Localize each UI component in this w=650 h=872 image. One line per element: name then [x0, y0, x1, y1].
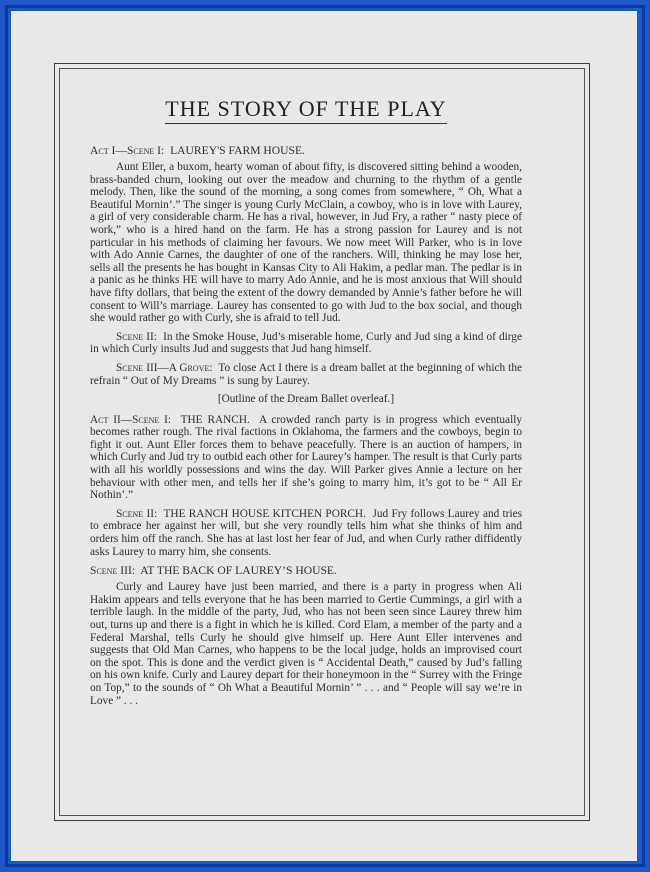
scene2-text: In the Smoke House, Jud’s miserable home, Curly and Jud sing a kind of dirge in which Curly insults Jud and suggests that Jud hang himself.: [90, 330, 522, 356]
act2-scene3-location: AT THE BACK OF LAUREY’S HOUSE.: [140, 564, 337, 578]
page-title: [90, 96, 522, 124]
scene2-paragraph: [90, 331, 522, 356]
act2-scene2-text: Jud Fry follows Laurey and tries to embrace her against her will, but she very roundly tells him what she thinks of him and orders him off the ranch. She has at last lost her fear of Jud, and when Curly rather diffidently asks Laurey to marry him, she consents.: [90, 507, 522, 558]
act2-scene2-location: THE RANCH HOUSE KITCHEN PORCH.: [163, 507, 366, 520]
act2-scene3-heading: [90, 564, 522, 578]
story-content: [90, 96, 522, 713]
title-text: THE STORY OF THE PLAY: [165, 96, 446, 124]
scene3-paragraph: [90, 362, 522, 387]
act2-scene2-paragraph: [90, 508, 522, 558]
act2-scene3-text: Curly and Laurey have just been married, and there is a party in progress when Ali Hakim appears and tells everyone that he has been married to Gertie Cummings, a girl with a terrible laugh. In the middle of the party, Jud, who has not been seen since Laurey threw him out, turns up and there is a fight in which he is killed. Cord Elam, a member of the party and a Federal Marshal, tells Curly he should give himself up. Here Aunt Eller intervenes and suggests that Old Man Carnes, who happens to be the local judge, holds an improvised court on the spot. This is done and the verdict given is “ Accidental Death,” caused by Jud’s falling on his own knife. Curly and Laurey depart for their honeymoon in the “ Surrey with the Fringe on Top,” to the sounds of “ Oh What a Beautiful Mornin’ ” . . . and “ People will say we’re in Love ” . . .: [90, 581, 522, 707]
dream-ballet-note: [Outline of the Dream Ballet overleaf.]: [217, 393, 395, 406]
act1-text: Aunt Eller, a buxom, hearty woman of about fifty, is discovered sitting behind a wooden, brass-banded churn, looking out over the meadow and churning to the rhythm of a gentle melody. Then, like the sound of the morning, a song comes from somewhere, “ Oh, What a Beautiful Mornin’.” The singer is young Curly McClain, a cowboy, who is in love with Laurey, a girl of very considerable charm. He has a rival, however, in Jud Fry, a rather “ nasty piece of work,” who is a hired hand on the farm. He has a strong passion for Laurey and is not particular in his methods of claiming her favours. We now meet Will Parker, who is in love with Ado Annie Carnes, the daughter of one of the ranchers. Will, thinking he may lose her, sells all the presents he has bought in Kansas City to Ali Hakim, a pedlar man. The pedlar is in a panic as he thinks HE will have to marry Ado Annie, and he is most anxious that Will should have fifty dollars, that being the extent of the dowry demanded by Annie’s father before he will consent to Will’s marriage. Laurey has consented to go with Jud to the box social, and though she would rather go with Curly, she is afraid to tell Jud.: [90, 161, 522, 325]
scene3-label: Scene III—A Grove:: [116, 361, 213, 374]
act2-paragraph: [90, 414, 522, 502]
act1-location: LAUREY'S FARM HOUSE.: [170, 144, 305, 157]
act2-location: THE RANCH.: [180, 413, 250, 426]
act1-heading: [90, 144, 522, 158]
scene2-label: Scene II:: [116, 330, 157, 343]
act2-scene2-label: Scene II:: [116, 507, 158, 520]
act2-scene3-label: Scene III:: [90, 564, 136, 578]
act2-label: Act II—Scene I:: [90, 413, 172, 426]
act2-text: A crowded ranch party is in progress which eventually becomes rather rough. The rival factions in Oklahoma, the farmers and the cowboys, begin to fight it out. Aunt Eller forces them to behave peacefully. There is an auction of hampers, in which Curly and Jud try to outbid each other for Laurey’s hamper. The result is that Curly parts with all his worldly possessions and wins the day. Will Parker gives Annie a lecture on her behaviour with other men, and tells her if she’s going to marry him, it’s got to be “ All Er Nothin’.”: [90, 413, 522, 502]
scene3-text: To close Act I there is a dream ballet at the beginning of which the refrain “ Out of My Dreams ” is sung by Laurey.: [90, 361, 522, 387]
act1-label: Act I—Scene I:: [90, 144, 165, 157]
